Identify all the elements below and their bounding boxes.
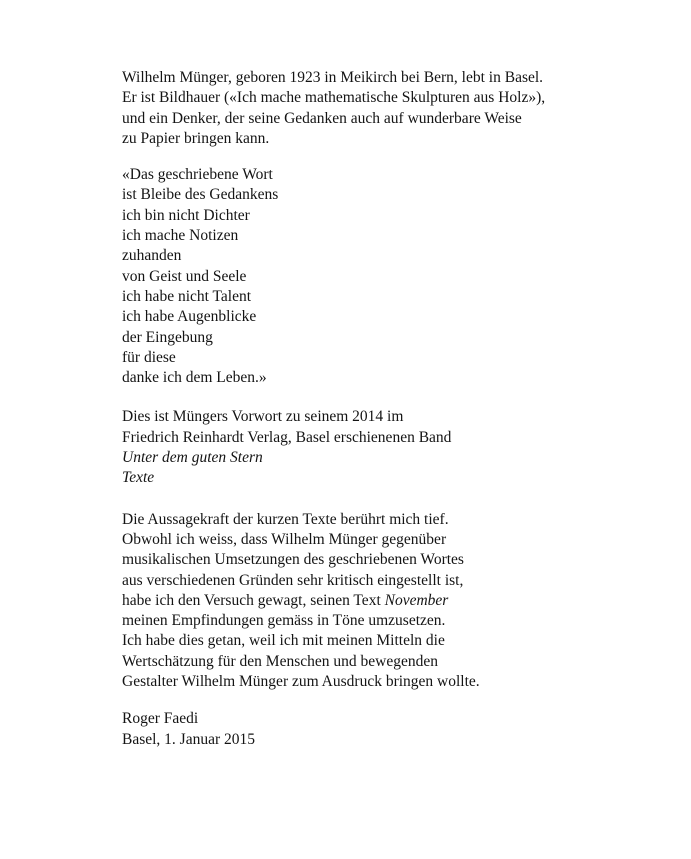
text-line: aus verschiedenen Gründen sehr kritisch eingestellt ist,	[122, 571, 464, 589]
vorwort-paragraph	[122, 407, 592, 488]
poem-line: der Eingebung	[122, 328, 213, 346]
book-title-line: Unter dem guten Stern	[122, 449, 263, 467]
text-line: Obwohl ich weiss, dass Wilhelm Münger gegenüber	[122, 530, 447, 548]
author-name-line: Roger Faedi	[122, 710, 199, 728]
poem-line: ich mache Notizen	[122, 227, 239, 245]
poem-line: ich habe nicht Talent	[122, 287, 252, 305]
november-title-italic: November	[384, 591, 449, 609]
text-line: und ein Denker, der seine Gedanken auch auf wunderbare Weise	[122, 109, 522, 127]
poem-line: danke ich dem Leben.»	[122, 369, 267, 387]
text-line: Ich habe dies getan, weil ich mit meinen Mitteln die	[122, 632, 445, 650]
text-line: meinen Empfindungen gemäss in Töne umzusetzen.	[122, 612, 446, 630]
text-line: Wertschätzung für den Menschen und bewegenden	[122, 652, 438, 670]
poem-line: ich bin nicht Dichter	[122, 206, 250, 224]
bio-paragraph	[122, 68, 592, 149]
poem-quote	[122, 165, 592, 388]
poem-line: «Das geschriebene Wort	[122, 166, 273, 184]
text-line-mixed	[122, 591, 592, 611]
place-date-line: Basel, 1. Januar 2015	[122, 730, 256, 748]
text-line: Dies ist Müngers Vorwort zu seinem 2014 im	[122, 408, 404, 426]
poem-line: für diese	[122, 348, 176, 366]
reflection-paragraph	[122, 510, 592, 693]
poem-line: von Geist und Seele	[122, 267, 247, 285]
poem-line: ist Bleibe des Gedankens	[122, 186, 279, 204]
poem-line: ich habe Augenblicke	[122, 308, 257, 326]
poem-line: zuhanden	[122, 247, 182, 265]
text-line: zu Papier bringen kann.	[122, 129, 270, 147]
text-line: Gestalter Wilhelm Münger zum Ausdruck bringen wollte.	[122, 673, 480, 691]
text-line: Er ist Bildhauer («Ich mache mathematische Skulpturen aus Holz»),	[122, 89, 546, 107]
text-line: Die Aussagekraft der kurzen Texte berührt mich tief.	[122, 510, 449, 528]
text-line: musikalischen Umsetzungen des geschriebenen Wortes	[122, 551, 464, 569]
text-line: Wilhelm Münger, geboren 1923 in Meikirch bei Bern, lebt in Basel.	[122, 69, 544, 86]
text-segment: habe ich den Versuch gewagt, seinen Text	[122, 591, 385, 609]
text-line: Friedrich Reinhardt Verlag, Basel erschienenen Band	[122, 428, 452, 446]
text-column	[122, 68, 592, 750]
signature-block	[122, 709, 592, 750]
book-title-line: Texte	[122, 469, 155, 487]
